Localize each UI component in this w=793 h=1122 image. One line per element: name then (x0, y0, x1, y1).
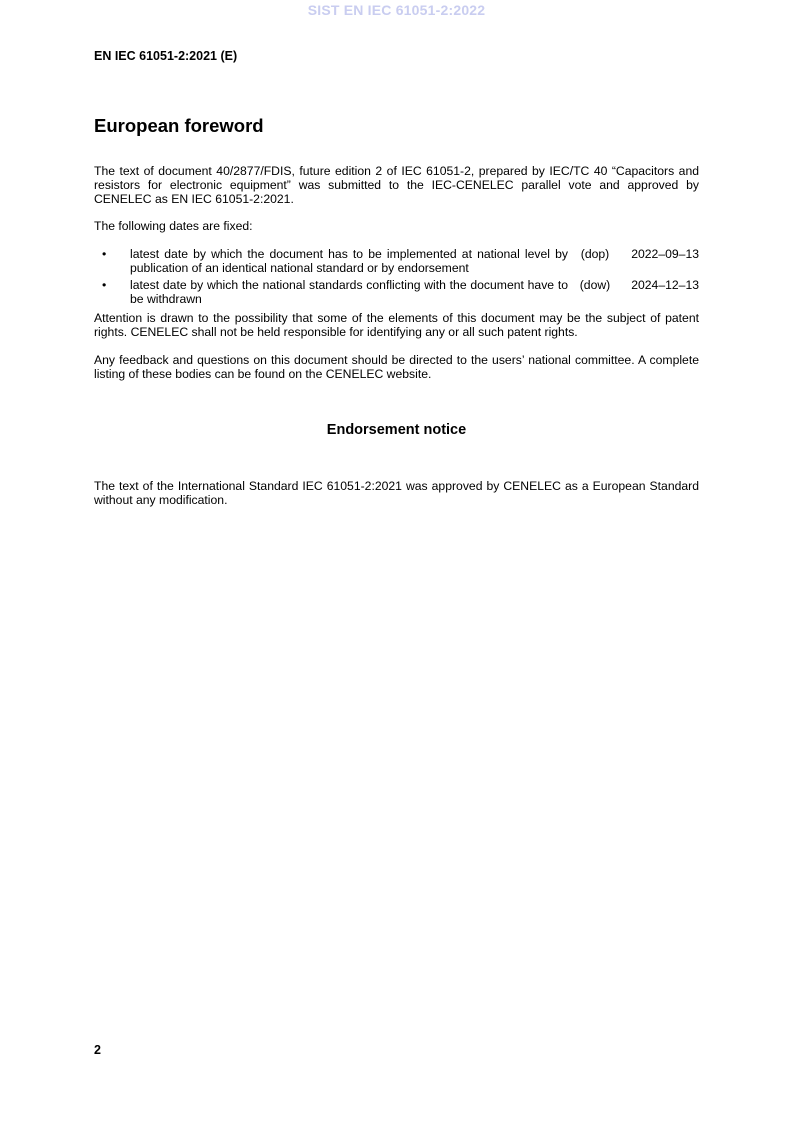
dates-table (94, 247, 699, 309)
date-value: 2024–12–13 (631, 278, 699, 292)
bullet: • (102, 278, 107, 292)
page-content (94, 114, 699, 507)
endorsement-paragraph: The text of the International Standard IEC 61051-2:2021 was approved by CENELEC as a European Standard without any modification. (94, 479, 699, 507)
bullet: • (102, 247, 107, 261)
foreword-title: European foreword (94, 115, 264, 136)
watermark: SIST EN IEC 61051-2:2022 (307, 2, 486, 18)
date-value: 2022–09–13 (631, 247, 699, 261)
document-id-header: EN IEC 61051-2:2021 (E) (94, 49, 238, 63)
dates-row-dow (94, 278, 699, 309)
foreword-intro-paragraph: The text of document 40/2877/FDIS, future edition 2 of IEC 61051-2, prepared by IEC/TC 40 “Capacitors and resistors for electronic equipment” was submitted to the IEC-CENELEC parallel vote and approved by CENELEC as EN IEC 61051-2:2021. (94, 164, 699, 206)
patent-attention-paragraph: Attention is drawn to the possibility that some of the elements of this document may be the subject of patent rights. CENELEC shall not be held responsible for identifying any or all such patent rights. (94, 311, 699, 339)
date-abbreviation: (dop) (580, 247, 610, 261)
date-abbreviation: (dow) (579, 278, 611, 292)
endorsement-title: Endorsement notice (326, 422, 467, 438)
dates-row-dop (94, 247, 699, 278)
date-description: latest date by which the document has to be implemented at national level by publication of an identical national standard or by endorsement (130, 247, 568, 275)
page-number: 2 (94, 1043, 101, 1057)
date-description: latest date by which the national standards conflicting with the document have to be withdrawn (130, 278, 568, 306)
dates-intro-paragraph: The following dates are fixed: (94, 219, 253, 233)
feedback-paragraph: Any feedback and questions on this document should be directed to the users’ national committee. A complete listing of these bodies can be found on the CENELEC website. (94, 353, 699, 381)
